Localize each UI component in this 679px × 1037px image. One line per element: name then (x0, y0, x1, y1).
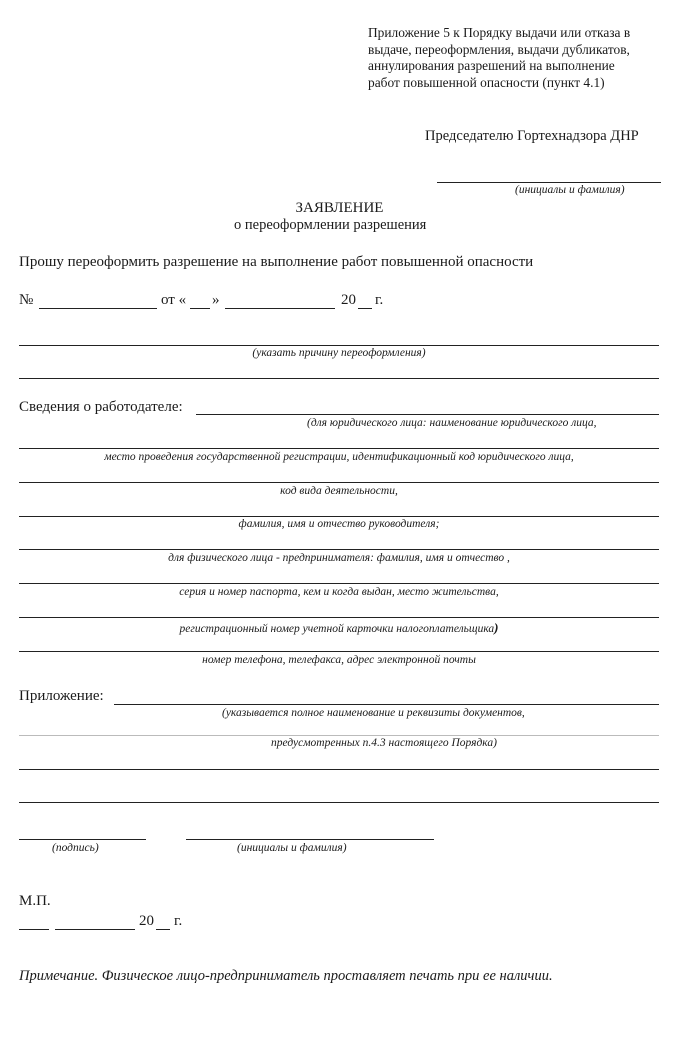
signature-line[interactable] (19, 839, 146, 840)
employer-line[interactable] (19, 617, 659, 618)
employer-line[interactable] (19, 651, 659, 652)
employer-caption: номер телефона, телефакса, адрес электронной почты (202, 654, 476, 666)
stamp-label: М.П. (19, 893, 51, 909)
sign-month-line[interactable] (55, 929, 135, 930)
employer-caption: фамилия, имя и отчество руководителя; (238, 518, 440, 530)
attachment-caption: (указывается полное наименование и реквизиты документов, (222, 707, 525, 719)
doc-title (0, 200, 679, 217)
addressee-title: Председателю Гортехнадзора ДНР (425, 128, 639, 144)
employer-caption: регистрационный номер учетной карточки налогоплательщика (179, 623, 495, 635)
attachment-line[interactable] (19, 769, 659, 770)
sign-year-line[interactable] (156, 929, 170, 930)
header-note-line: Приложение 5 к Порядку выдачи или отказа в (368, 25, 631, 40)
employer-caption: код вида деятельности, (280, 485, 398, 497)
year-suffix: г. (375, 292, 384, 308)
header-note-line: работ повышенной опасности (пункт 4.1) (368, 74, 605, 90)
attachment-line[interactable] (19, 735, 659, 736)
addressee-name-line[interactable] (437, 182, 661, 183)
employer-caption: (для юридического лица: наименование юридического лица, (307, 417, 597, 429)
attachment-line[interactable] (114, 704, 659, 705)
from-label: от « (161, 292, 187, 308)
employer-caption: для физического лица - предпринимателя: фамилия, имя и отчество , (168, 552, 510, 564)
permit-number-line[interactable] (39, 308, 157, 309)
employer-line[interactable] (19, 549, 659, 550)
addressee-caption: (инициалы и фамилия) (515, 184, 625, 196)
employer-caption-row (19, 619, 659, 637)
header-note-line: выдаче, переоформления, выдачи дубликатов, (368, 41, 630, 57)
stamp-year-suffix: г. (174, 913, 183, 929)
request-text: Прошу переоформить разрешение на выполнение работ повышенной опасности (19, 254, 534, 270)
number-label: № (19, 292, 34, 308)
employer-line[interactable] (19, 448, 659, 449)
employer-caption: серия и номер паспорта, кем и когда выдан, место жительства, (179, 586, 499, 598)
doc-subtitle: о переоформлении разрешения (234, 217, 427, 233)
permit-month-line[interactable] (225, 308, 335, 309)
employer-line[interactable] (196, 414, 659, 415)
year-label: 20 (341, 292, 356, 308)
paren-close: ) (494, 620, 499, 635)
reason-line[interactable] (19, 378, 659, 379)
permit-day-line[interactable] (190, 308, 210, 309)
signature-name-line[interactable] (186, 839, 434, 840)
stamp-year-label: 20 (139, 913, 154, 929)
header-note (368, 25, 661, 91)
sign-day-line[interactable] (19, 929, 49, 930)
permit-year-line[interactable] (358, 308, 372, 309)
signature-caption: (подпись) (52, 842, 99, 854)
attachment-caption: предусмотренных п.4.3 настоящего Порядка) (271, 737, 497, 749)
header-note-line: аннулирования разрешений на выполнение (368, 58, 615, 73)
quote-close: » (212, 292, 220, 308)
reason-caption: (указать причину переоформления) (252, 347, 426, 359)
signature-name-caption: (инициалы и фамилия) (237, 842, 347, 854)
reason-line[interactable] (19, 345, 659, 346)
attachment-line[interactable] (19, 802, 659, 803)
employer-line[interactable] (19, 516, 659, 517)
employer-label: Сведения о работодателе: (19, 399, 183, 415)
attachment-label: Приложение: (19, 688, 104, 704)
employer-line[interactable] (19, 482, 659, 483)
employer-caption: место проведения государственной регистрации, идентификационный код юридического лица, (104, 451, 574, 463)
employer-line[interactable] (19, 583, 659, 584)
doc-title-main: ЗАЯВЛЕНИЕ (295, 200, 384, 216)
footnote: Примечание. Физическое лицо-предприниматель проставляет печать при ее наличии. (19, 968, 553, 984)
